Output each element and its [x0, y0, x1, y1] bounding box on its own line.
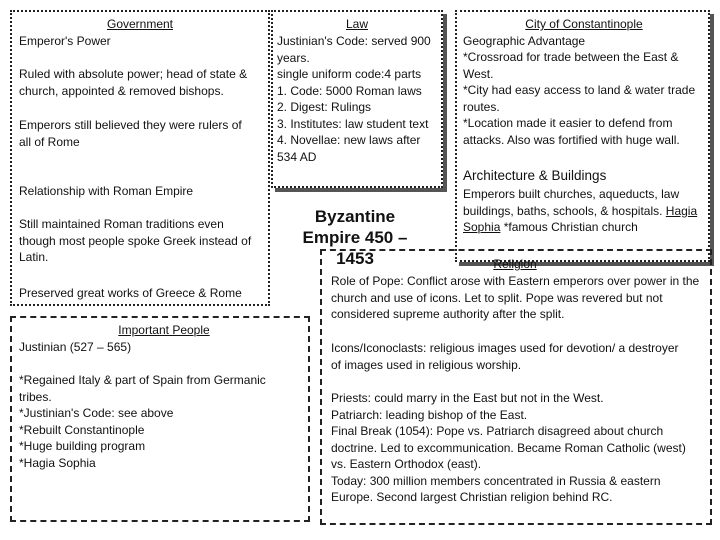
important-people-list: *Regained Italy & part of Spain from Germanic tribes. *Justinian's Code: see above *Rebuilt Constantinople *Huge building program *Hagia Sophia — [19, 373, 266, 470]
religion-pope: Role of Pope: Conflict arose with Eastern emperors over power in the church and use of icons. Let to split. Pope was revered but not considered supreme authority after the split. — [331, 274, 700, 321]
government-title: Government — [106, 17, 174, 31]
center-title: Byzantine Empire 450 – 1453 — [302, 207, 408, 268]
architecture-title: Architecture & Buildings — [463, 168, 607, 183]
government-para-rulers: Emperors still believed they were rulers of all of Rome — [19, 118, 242, 149]
hagia-sophia-note: *famous Christian church — [500, 220, 638, 234]
architecture-description: Emperors built churches, aqueducts, law buildings, baths, schools, & hospitals. — [463, 187, 680, 218]
city-text: *Crossroad for trade between the East & West. *City had easy access to land & water trade routes. *Location made it easier to defend from attacks. Also was fortified with huge wall. — [463, 50, 696, 147]
important-people-title: Important People — [118, 323, 210, 337]
hagia-sophia-label: Hagia Sophia — [463, 203, 698, 234]
religion-title: Religion — [493, 257, 537, 271]
important-people-name: Justinian (527 – 565) — [19, 340, 132, 354]
law-title: Law — [345, 17, 368, 31]
government-heading-relationship: Relationship with Roman Empire — [19, 184, 194, 198]
city-title: City of Constantinople — [525, 17, 643, 31]
government-para-power: Ruled with absolute power; head of state & church, appointed & removed bishops. — [19, 67, 248, 98]
government-para-traditions: Still maintained Roman traditions even though most people spoke Greek instead of Latin. — [19, 217, 252, 264]
law-text: Justinian's Code: served 900 years. single uniform code:4 parts 1. Code: 5000 Roman laws 2. Digest: Rulings 3. Institutes: law student text 4. Novellae: new laws after 534 AD — [277, 34, 431, 164]
architecture-text — [463, 186, 707, 236]
city-subtitle: Geographic Advantage — [463, 34, 586, 48]
religion-priests: Priests: could marry in the East but not in the West. Patriarch: leading bishop of the East. Final Break (1054): Pope vs. Patriarch disagreed about church doctrine. Led to excommunication. Became Roman Catholic (west) vs. Eastern Orthodox (east). Today: 300 million members concentrated in Russia & eastern Europe. Second largest Christian religion behind RC. — [331, 391, 686, 504]
government-subtitle: Emperor's Power — [19, 34, 111, 48]
government-para-preserved: Preserved great works of Greece & Rome — [19, 286, 242, 300]
religion-icons: Icons/Iconoclasts: religious images used for devotion/ a destroyer of images used in religious worship. — [331, 341, 679, 372]
